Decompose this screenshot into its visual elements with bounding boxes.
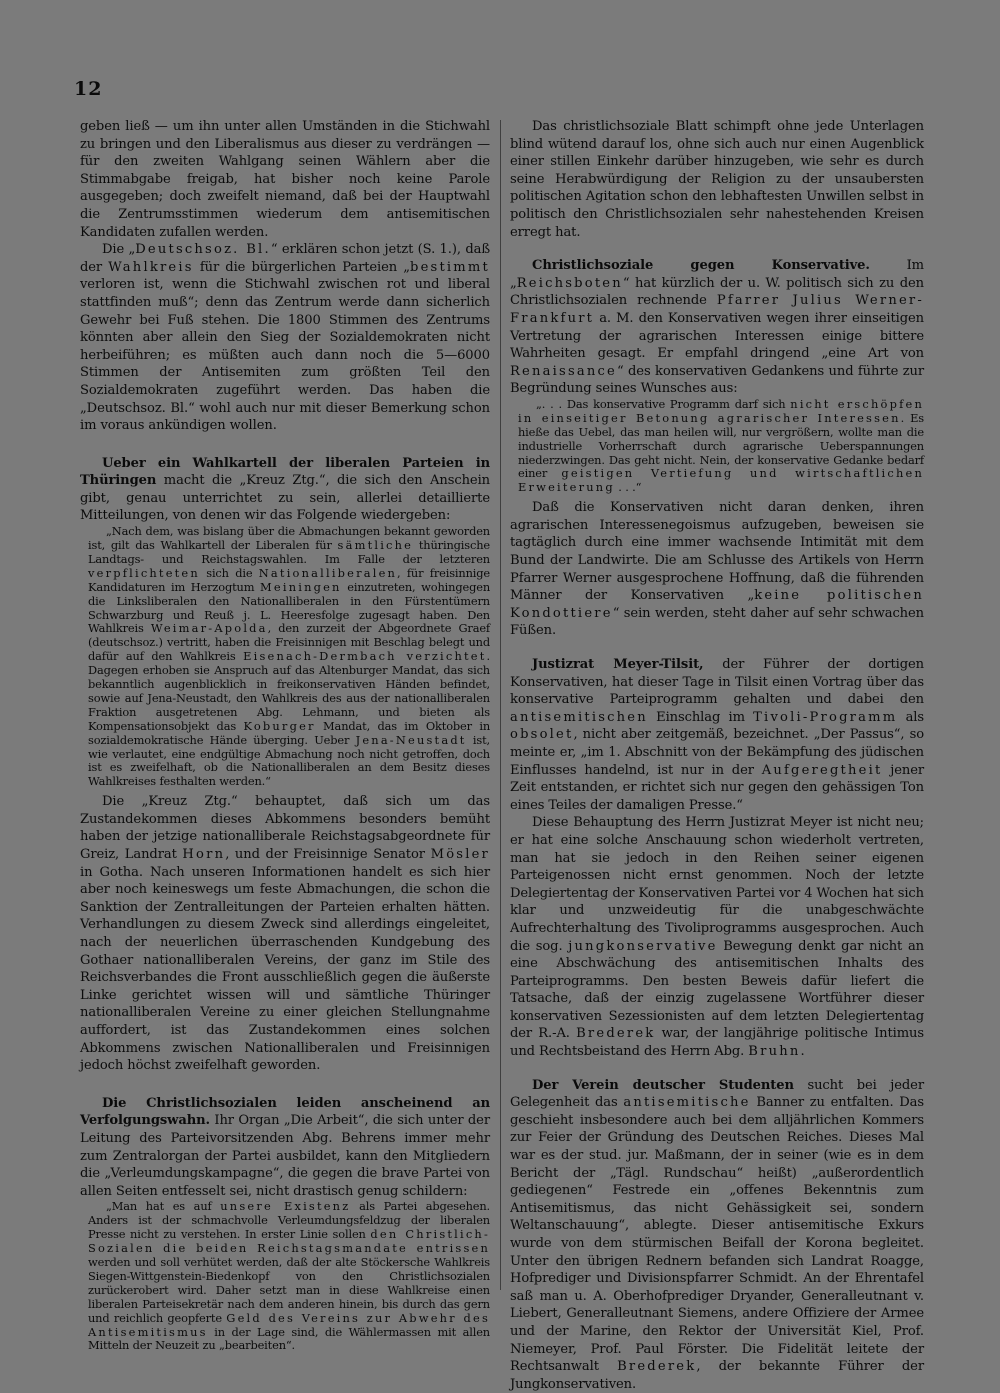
left-quote-2 [88,1200,490,1353]
spaced-text: Eisenach-Dermbach verzichtet [243,649,487,664]
text-run: „. . . Das konservative Programm darf sich [536,396,791,411]
right-paragraph-1 [510,118,924,241]
text-run: in der Lage sind, die Wählermassen mit allen Mitteln der Neuzeit zu „bearbeiten“. [88,1324,490,1353]
text-run: Diese Behauptung des Herrn Justizrat Meyer ist nicht neu; er hat eine solche Anschauung schon wiederholt vertreten, man hat sie jedoch in den Reihen seiner eigenen Parteigenossen nicht ernst genommen. Noch der letzte Delegiertentag der Konservativen Partei vor 4 Wochen hat sich klar und unzweideutig für die unabgeschwächte Aufrechterhaltung des Tivoliprogramms ausgesprochen. Auch die sog. [510,815,924,954]
spaced-text: keine politischen Kondottiere [510,588,925,621]
text-run: Die „ [102,242,136,258]
text-run: , und der Freisinnige Senator [225,847,431,863]
text-run: “ sein werden, steht daher auf sehr schwachen Füßen. [510,605,924,639]
spaced-text: Geld des Vereins zur Abwehr des Antisemitismus [88,1310,490,1339]
article-heading-meyer-tilsit: Justizrat Meyer-Tilsit, [532,657,704,672]
spaced-text: Brederek [617,1359,697,1375]
left-paragraph-4 [80,793,490,1075]
spacer [510,241,924,257]
spaced-text: Nationalliberalen [258,565,398,580]
text-run: “ erklären schon jetzt (S. 1.), daß der [80,242,490,275]
text-run: “ des konservativen Gedankens und führte zur Begründung seines Wunsches aus: [510,363,924,397]
text-run: , der bekannte Führer der Jungkonservativen. [510,1359,924,1392]
left-article-christlichsoziale [80,1095,490,1201]
text-run: “ hat kürzlich der u. W. politisch sich zu den Christlichsozialen rechnende [510,275,924,309]
text-run: . Dagegen erhoben sie Anspruch auf das Altenburger Mandat, das sich bekanntlich augenblicklich in freikonservativen Händen befindet, sowie auf Jena-Neustadt, den Wahlkreis des aus der nationalliberalen Fraktion ausgetretenen Abg. Lehmann, und bieten als Kompensationsobjekt das [88,649,490,733]
spaced-text: Brederek [576,1026,656,1042]
text-run: a. M. den Konservativen wegen ihrer einseitigen Vertretung der agrarischen Interessen einige bittere Wahrheiten gesagt. Er empfahl dringend „eine Art von [510,310,924,362]
right-column [510,118,925,1392]
spaced-text: Bruhn [748,1044,801,1060]
left-paragraph-2 [80,241,490,435]
text-run: in Gotha. Nach unseren Informationen handelt es sich hier aber noch keineswegs um feste Abmachungen, die schon die Sanktion der Zentralleitungen der Parteien erhalten hätten. Verhandlungen zu diesem Zweck sind allerdings eingeleitet, nach der neuerlichen überraschenden Kundgebung des Gothaer nationalliberalen Vereins, der ganz im Stile des Reichsverbandes die Front ausschließlich gegen die äußerste Linke gerichtet wissen will und sämtliche Thüringer nationalliberalen Vereine zu einer gleichen Stellungnahme auffordert, ist das Zustandekommen eines solchen Abkommens zwischen Nationalliberalen und Freisinnigen jedoch höchst zweifelhaft geworden. [80,864,490,1074]
text-run: einzutreten, wohingegen die Linksliberalen den Nationalliberalen in den Fürstentümern Schwarzburg und Reuß j. L. Heeresfolge zugesagt haben. Den Wahlkreis [88,579,491,636]
spaced-text: Reichsboten [516,275,623,291]
article-heading-konservative: Christlichsoziale gegen Konservative. [532,258,870,274]
article-heading-verfolgungswahn: Die Christlichsozialen leiden anscheinend an Verfolgungswahn. [80,1095,490,1129]
left-paragraph-1-text: geben ließ — um ihn unter allen Umständen in die Stichwahl zu bringen und den Liberalismus aus dieser zu verdrängen — für den zweiten Wahlgang seinen Wählern aber die Stimmabgabe freigab, hat bisher noch keine Parole ausgegeben; doch zweifelt niemand, daß bei der Hauptwahl die Zentrumsstimmen wiederum dem antisemitischen Kandidaten zufallen werden. [80,119,490,240]
text-run: Daß die Konservativen nicht daran denken, ihren agrarischen Interessenegoismus aufzugeben, beweisen sie tagtäglich durch eine immer wachsende Intimität mit dem Bund der Landwirte. Die am Schlusse des Artikels von Herrn Pfarrer Werner ausgesprochene Hoffnung, daß die führenden Männer der Konservativen „ [510,500,924,604]
text-run: , nicht aber zeitgemäß, bezeichnet. „Der Passus“, so meinte er, „im 1. Abschnitt von der Bekämpfung des jüdischen Einflusses handelnd, ist nur in der [510,727,924,778]
right-paragraph-5 [510,814,924,1060]
text-run: Mandat, das im Oktober in sozialdemokratische Hände überging. Ueber [88,718,491,747]
spacer [510,640,924,656]
spacer [80,435,490,455]
text-run: ist, wie verlautet, eine endgültige Abmachung noch nicht getroffen, doch ist es zweifelhaft, ob die Nationalliberalen an dem Besitz dieses Wahlkreises festhalten werden.“ [88,732,490,789]
right-paragraph-3 [510,499,924,640]
right-quote-1 [518,398,924,495]
spaced-text: sämtliche [337,537,414,552]
right-article-konservative [510,257,924,398]
spaced-text: antisemitischen [510,709,648,725]
text-run: war, der langjährige politische Intimus und Rechtsbeistand des Herrn Abg. [510,1026,924,1060]
spaced-text: Weimar-Apolda [150,621,268,636]
text-run: . . .“ [614,480,642,495]
spaced-text: bestimmt [410,259,490,275]
spaced-text: Jena-Neustadt [355,732,467,747]
text-run: . Es hieße das Uebel, das man heilen will, nur vergrößern, wollte man die industrielle Vorherrschaft durch agrarische Ueberspannungen niederzwingen. Das geht nicht. Nein, der konservative Gedanke bedarf einer [518,410,924,481]
left-quote-1 [88,525,490,789]
text-run: der Führer der dortigen Konservativen, hat dieser Tage in Tilsit einen Vortrag über das konservative Parteiprogramm gehalten und dabei den [510,657,924,708]
text-run: Bewegung denkt gar nicht an eine Abschwächung des antisemitischen Inhalts des Parteiprogramms. Den besten Beweis dafür liefert die Tatsache, daß der einzig zugelassene Wortführer dieser konservativen Sezessionisten auf dem letzten Delegiertentag der R.-A. [510,938,924,1042]
spaced-text: obsolet [510,727,574,743]
left-article-kartell [80,455,490,525]
spaced-text: geistigen Vertiefung und wirtschaftlichen Erweiterung [518,466,924,495]
column-divider [500,120,501,1290]
text-run: , für freisinnige Kandidaturen im Herzogtum [88,565,490,594]
text-run: sucht bei jeder Gelegenheit das [510,1077,924,1111]
text-run: . [800,1044,805,1060]
spaced-text: Pfarrer Julius Werner-Frankfurt [510,293,924,326]
spaced-text: verpflichteten [88,565,200,580]
spaced-text: antisemitische [623,1095,751,1111]
spaced-text: Deutschsoz. Bl. [135,242,271,258]
spaced-text: Wahlkreis [108,259,194,275]
spaced-text: Meiningen [260,579,342,594]
text-run: „Nach dem, was bislang über die Abmachungen bekannt geworden ist, gilt das Wahlkartell der Liberalen für [88,524,490,552]
text-run: Das christlichsoziale Blatt schimpft ohne jede Unterlagen blind wütend darauf los, ohne sich auch nur einen Augenblick einer stillen Einkehr darüber hinzugeben, wie sehr es durch seine Herabwürdigung der Religion zu der unsaubersten politischen Agitation schon den lebhaftesten Unwillen selbst in politisch den Christlichsozialen sehr nahestehenden Kreisen erregt hat. [510,119,924,240]
text-run: werden und soll verhütet werden, daß der alte Stöckersche Wahlkreis Siegen-Wittgenstein-Biedenkopf von den Christlichsozialen zurückerobert wird. Daher setzt man in diese Wahlkreise einen liberalen Parteisekretär nach dem anderen hinein, bis durch das gern und reichlich geopferte [88,1254,490,1325]
page-number: 12 [74,78,103,100]
text-run: „Man hat es auf [106,1199,221,1214]
text-run: Banner zu entfalten. Das geschieht insbesondere auch bei dem alljährlichen Kommers zur Feier der Gründung des Deutschen Reiches. Dieses Mal war es der stud. jur. Maßmann, der in seiner (wie es in dem Bericht der „Tägl. Rundschau“ heißt) „außerordentlich gediegenen“ Festrede ein „offenes Bekenntnis zum Antisemitismus, das nicht Gehässigkeit sei, sondern Weltanschauung“, ablegte. Dieser antisemitische Exkurs wurde von dem stürmischen Beifall der Korona begleitet. Unter den übrigen Rednern befanden sich Landrat Roagge, Hofprediger und Divisionspfarrer Schmidt. An der Ehrentafel saß man u. A. Oberhofprediger Dryander, Generalleutnant v. Liebert, Generalleutnant Siemens, andere Offiziere der Armee und der Marine, den Rektor der Universität Kiel, Prof. Niemeyer, Prof. Paul Förster. Die Fidelität leitete der Rechtsanwalt [510,1095,924,1375]
text-run: für die bürgerlichen Parteien „ [193,259,410,275]
spaced-text: jungkonservative [568,938,718,954]
text-run: Einschlag im [647,709,754,725]
spaced-text: nicht erschöpfen in einseitiger Betonung agrarischer Interessen [518,396,924,425]
text-run: macht die „Kreuz Ztg.“, die sich den Anschein gibt, genau unterrichtet zu sein, allerlei detaillierte Mitteilungen, von denen wir das Folgende wiedergeben: [80,473,490,524]
spaced-text: Renaissance [510,363,617,379]
text-run: verloren ist, wenn die Stichwahl zwischen rot und liberal stattfinden muß“; denn das Zentrum werde dann sicherlich Gewehr bei Fuß stehen. Die 1800 Stimmen des Zentrums könnten aber allein den Sieg der Sozialdemokraten nicht herbeiführen; es müßten auch dann noch die 5—6000 Stimmen der Antisemiten zum größten Teil den Sozialdemokraten zugeführt werden. Das haben die „Deutschsoz. Bl.“ wohl auch nur mit dieser Bemerkung schon im voraus ankündigen wollen. [80,277,490,434]
spaced-text: Mösler [430,847,490,863]
left-column [80,118,491,1353]
text-run: Die „Kreuz Ztg.“ behauptet, daß sich um das Zustandekommen dieses Abkommens besonders bemüht haben der jetzige nationalliberale Reichstagsabgeordnete für Greiz, Landrat [80,794,490,863]
spaced-text: unsere Existenz [220,1199,351,1214]
text-run: als [897,709,924,725]
text-run: Im „ [510,258,924,291]
right-article-verein [510,1077,924,1393]
spaced-text: Tivoli-Programm [753,709,898,725]
left-paragraph-1 [80,118,490,241]
spacer [510,1061,924,1077]
spaced-text: Koburger [243,718,316,733]
article-heading-kartell: Ueber ein Wahlkartell der liberalen Parteien in Thüringen [80,455,490,489]
text-run: als Partei abgesehen. Anders ist der schmachvolle Verleumdungsfeldzug der liberalen Presse nicht zu verstehen. In erster Linie sollen [88,1199,490,1242]
article-heading-verein-deutscher-studenten: Der Verein deutscher Studenten [532,1077,794,1093]
spacer [80,1075,490,1095]
text-run: Ihr Organ „Die Arbeit“, die sich unter der Leitung des Parteivorsitzenden Abg. Behrens immer mehr zum Zentralorgan der Partei ausbildet, kann den Mitgliedern die „Verleumdungskampagne“, die gegen die brave Partei von allen Seiten entfesselt sei, nicht drastisch genug schildern: [80,1113,490,1199]
text-run: jener Zeit entstanden, er richtet sich nur gegen den gehässigen Ton eines Teiles der damaligen Presse.“ [510,762,924,813]
text-run: thüringische Landtags- und Reichstagswahlen. Im Falle der letzteren [88,537,490,566]
spaced-text: Horn [182,847,226,863]
spaced-text: Aufgeregtheit [761,762,883,778]
spaced-text: den Christlich-Sozialen die beiden Reichstagsmandate entrissen [88,1227,490,1256]
right-article-meyer [510,656,924,814]
text-run: , den zurzeit der Abgeordnete Graef (deutschsoz.) vertritt, haben die Freisinnigen mit Beschlag belegt und dafür auf den Wahlkreis [88,621,491,664]
text-run: sich die [199,565,259,580]
